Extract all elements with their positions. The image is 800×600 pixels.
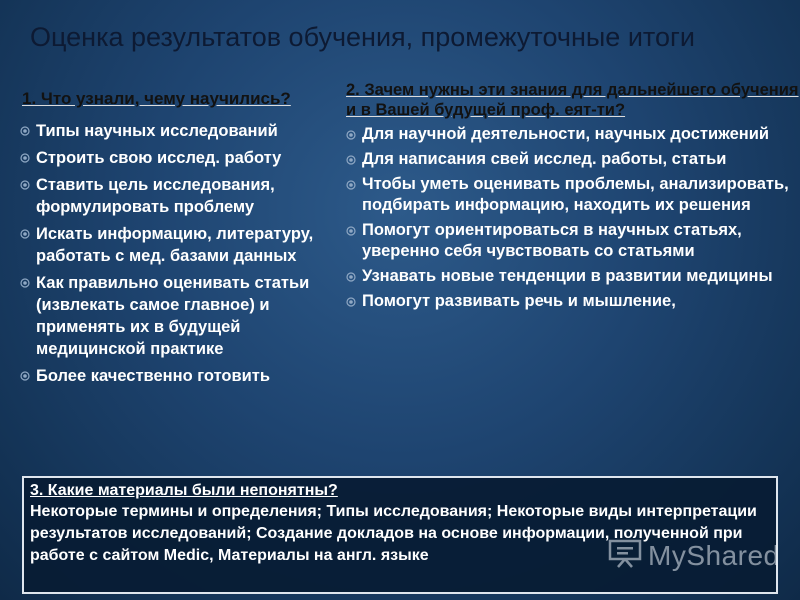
bullet-icon xyxy=(20,180,30,190)
list-item xyxy=(344,291,800,312)
unclear-materials-box xyxy=(22,476,778,594)
left-list xyxy=(18,120,338,387)
bullet-icon xyxy=(346,155,356,165)
list-item xyxy=(18,365,338,387)
left-heading: 1. Что узнали, чему научились? xyxy=(22,89,291,108)
list-item xyxy=(344,266,800,287)
left-column xyxy=(18,88,338,392)
bullet-icon xyxy=(346,297,356,307)
list-item-text: Узнавать новые тенденции в развитии медицины xyxy=(362,267,773,285)
list-item-text: Ставить цель исследования, формулировать проблему xyxy=(36,176,275,216)
bullet-icon xyxy=(20,278,30,288)
bullet-icon xyxy=(346,226,356,236)
bullet-icon xyxy=(20,153,30,163)
list-item-text: Типы научных исследований xyxy=(36,122,278,140)
list-item-text: Искать информацию, литературу, работать с мед. базами данных xyxy=(36,225,314,265)
list-item xyxy=(18,223,338,267)
list-item-text: Строить свою исслед. работу xyxy=(36,149,282,167)
bullet-icon xyxy=(20,229,30,239)
list-item xyxy=(344,174,800,216)
list-item-text: Более качественно готовить xyxy=(36,367,271,385)
list-item-text: Как правильно оценивать статьи (извлекать самое главное) и применять их в будущей медицинской практике xyxy=(36,274,310,358)
slide-title: Оценка результатов обучения, промежуточные итоги xyxy=(30,22,695,52)
list-item xyxy=(18,272,338,360)
unclear-materials-heading: 3. Какие материалы были непонятны? xyxy=(30,482,338,499)
list-item xyxy=(18,120,338,142)
bullet-icon xyxy=(346,180,356,190)
list-item xyxy=(344,124,800,145)
watermark-text: MyShared xyxy=(648,539,780,571)
list-item xyxy=(18,147,338,169)
list-item xyxy=(18,174,338,218)
right-list xyxy=(344,124,800,312)
list-item-text: Чтобы уметь оценивать проблемы, анализировать, подбирать информацию, находить их решения xyxy=(362,175,789,214)
list-item xyxy=(344,149,800,170)
unclear-materials-text: Некоторые термины и определения; Типы исследования; Некоторые виды интерпретации результатов исследований; Создание докладов на основе информации, полученной при работе с сайтом Medic, Материалы на англ. языке xyxy=(30,503,757,564)
bullet-icon xyxy=(20,371,30,381)
list-item-text: Помогут развивать речь и мышление, xyxy=(362,292,676,310)
list-item-text: Помогут ориентироваться в научных статьях, уверенно себя чувствовать со статьями xyxy=(362,221,742,260)
bullet-icon xyxy=(346,130,356,140)
list-item-text: Для научной деятельности, научных достижений xyxy=(362,125,770,143)
bullet-icon xyxy=(346,272,356,282)
list-item-text: Для написания свей исслед. работы, статьи xyxy=(362,150,727,168)
right-heading: 2. Зачем нужны эти знания для дальнейшего обучения и в Вашей будущей проф. еят-ти? xyxy=(346,81,799,119)
right-column xyxy=(344,80,800,316)
list-item xyxy=(344,220,800,262)
bullet-icon xyxy=(20,126,30,136)
